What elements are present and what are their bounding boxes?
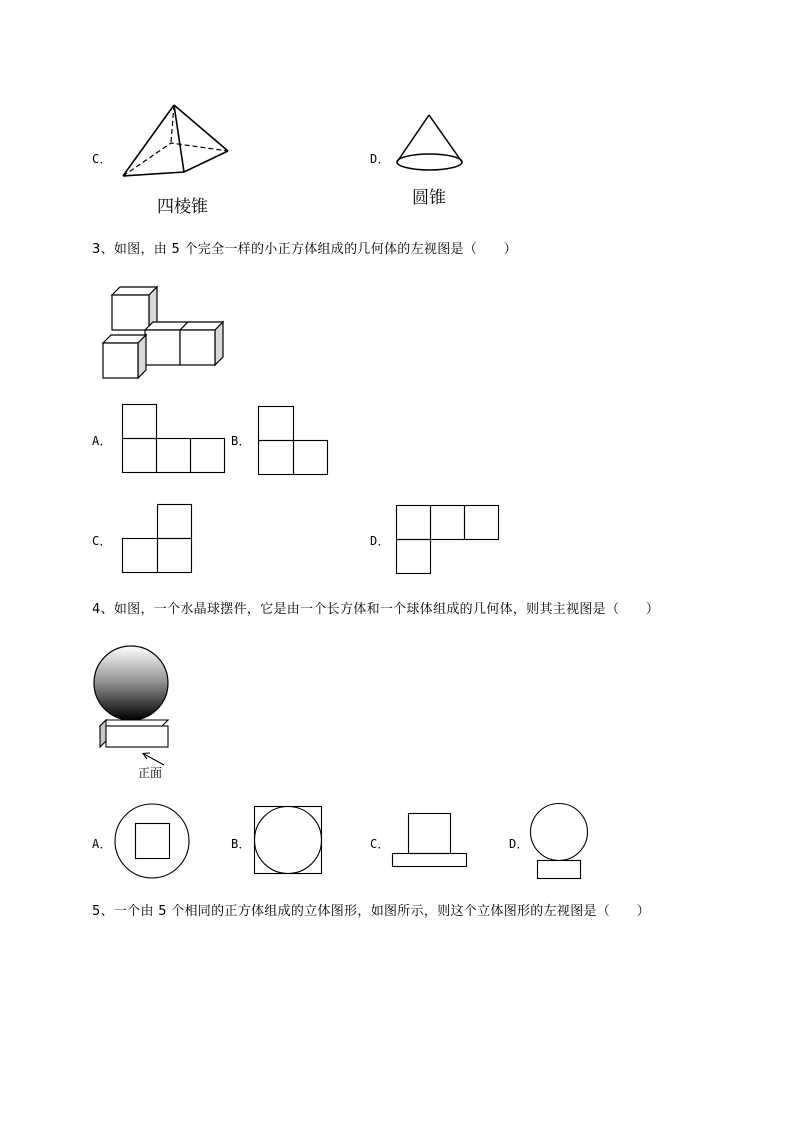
q4-option-d-label: D． [509, 837, 529, 851]
q3-option-d-figure[interactable] [396, 505, 501, 575]
q4-question: 4、如图，一个水晶球摆件，它是由一个长方体和一个球体组成的几何体，则其主视图是（ ） [92, 602, 660, 617]
cone-figure [394, 112, 466, 176]
q4-option-c-label: C． [370, 837, 390, 851]
crystal-ball-figure [94, 643, 174, 753]
q4-option-b-label: B． [231, 837, 251, 851]
q3-option-a-label: A． [92, 434, 112, 448]
q4-option-d-figure[interactable] [530, 803, 590, 881]
square-pyramid-figure [118, 100, 233, 182]
q5-question: 5、一个由 5 个相同的正方体组成的立体图形，如图所示，则这个立体图形的左视图是（ ） [92, 904, 651, 919]
q3-option-d-label: D． [370, 534, 390, 548]
q4-option-a-label: A． [92, 837, 112, 851]
q3-question: 3、如图，由 5 个完全一样的小正方体组成的几何体的左视图是（ ） [92, 242, 518, 257]
q4-option-b-figure[interactable] [254, 806, 324, 876]
five-cubes-figure [100, 285, 226, 380]
pyramid-caption: 四棱锥 [157, 197, 208, 217]
q3-option-c-label: C． [92, 534, 112, 548]
q2-option-d-label: D． [370, 152, 390, 166]
q3-option-a-figure[interactable] [122, 404, 227, 474]
cone-caption: 圆锥 [412, 188, 446, 208]
q3-option-b-label: B． [231, 434, 251, 448]
q3-option-c-figure[interactable] [122, 504, 194, 574]
q4-option-c-figure[interactable] [392, 813, 470, 869]
front-view-label: 正面 [138, 766, 163, 780]
q2-option-c-label: C． [92, 152, 112, 166]
q3-option-b-figure[interactable] [258, 406, 330, 476]
q4-option-a-figure[interactable] [114, 803, 192, 879]
